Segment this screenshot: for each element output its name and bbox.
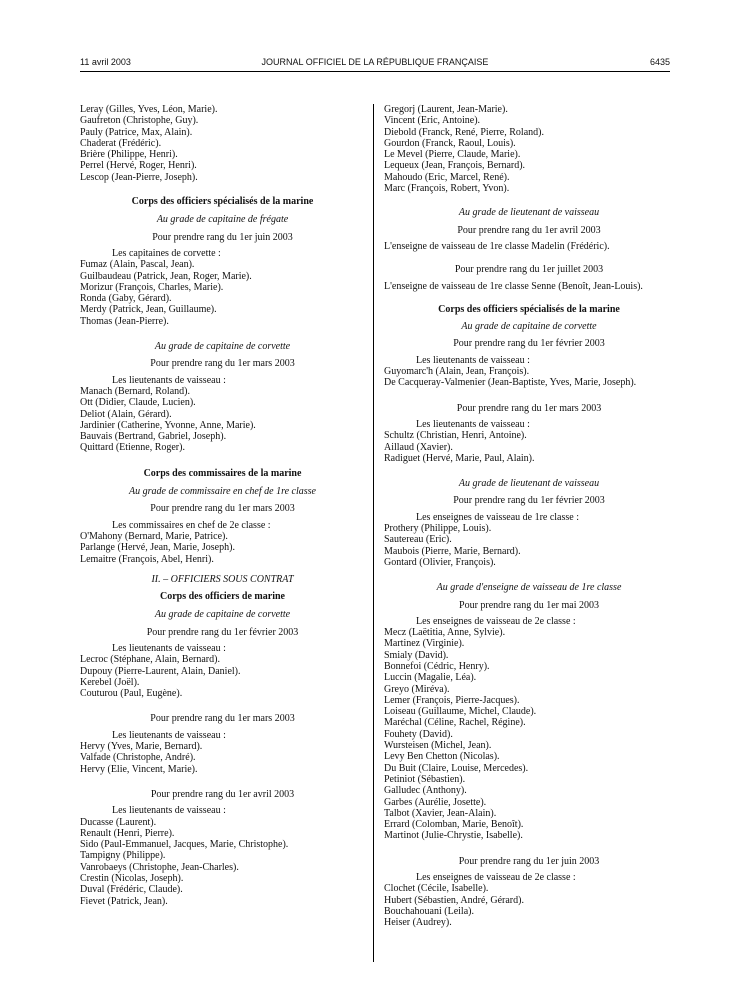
- name-entry: Fievet (Patrick, Jean).: [80, 895, 168, 907]
- name-entry: Schultz (Christian, Henri, Antoine).: [384, 430, 527, 442]
- list-intro: Les lieutenants de vaisseau :: [112, 729, 226, 741]
- name-entry: Maubois (Pierre, Marie, Bernard).: [384, 545, 521, 557]
- name-entry: Radiguet (Hervé, Marie, Paul, Alain).: [384, 452, 535, 464]
- grade-heading: Au grade de capitaine de corvette: [154, 341, 291, 353]
- rank-date: Pour prendre rang du 1er mars 2003: [456, 402, 602, 414]
- name-list: [80, 104, 365, 183]
- name-entry: Manach (Bernard, Roland).: [80, 385, 190, 397]
- name-entry: Greyo (Miréva).: [384, 683, 450, 695]
- name-list: [384, 430, 674, 464]
- name-entry: Merdy (Patrick, Jean, Guillaume).: [80, 304, 217, 316]
- name-entry: Lequeux (Jean, François, Bernard).: [384, 160, 526, 172]
- name-entry: Martinot (Julie-Chrystie, Isabelle).: [384, 830, 523, 842]
- name-entry: Pauly (Patrice, Max, Alain).: [80, 126, 193, 138]
- name-entry: Gaufreton (Christophe, Guy).: [80, 115, 199, 127]
- name-entry: De Cacqueray-Valmenier (Jean-Baptiste, Yves, Marie, Joseph).: [384, 377, 637, 389]
- name-entry: Bonnefoi (Cédric, Henry).: [384, 660, 490, 672]
- rank-date: Pour prendre rang du 1er avril 2003: [457, 224, 601, 236]
- rank-date: Pour prendre rang du 1er mai 2003: [459, 599, 599, 611]
- name-list: [384, 523, 674, 568]
- rank-date: Pour prendre rang du 1er février 2003: [453, 338, 605, 350]
- name-entry: Heiser (Audrey).: [384, 917, 452, 929]
- name-entry: Crestin (Nicolas, Joseph).: [80, 873, 184, 885]
- name-entry: Dupouy (Pierre-Laurent, Alain, Daniel).: [80, 665, 241, 677]
- name-entry: Mecz (Laëtitia, Anne, Sylvie).: [384, 627, 506, 639]
- list-intro: Les enseignes de vaisseau de 1re classe :: [416, 511, 579, 523]
- issue-date: 11 avril 2003: [80, 57, 131, 67]
- name-list: [80, 817, 365, 907]
- name-entry: Kerebel (Joël).: [80, 676, 140, 688]
- right-column: [384, 104, 674, 929]
- name-entry: Vanrobaeys (Christophe, Jean-Charles).: [80, 861, 239, 873]
- name-entry: Levy Ben Chetton (Nicolas).: [384, 751, 500, 763]
- name-entry: Aillaud (Xavier).: [384, 441, 453, 453]
- rank-date: Pour prendre rang du 1er avril 2003: [150, 788, 295, 800]
- name-entry: Lemaitre (François, Abel, Henri).: [80, 553, 214, 565]
- name-entry: Diebold (Franck, René, Pierre, Roland).: [384, 126, 544, 138]
- section-heading: Corps des officiers de marine: [160, 591, 285, 603]
- name-entry: Deliot (Alain, Gérard).: [80, 408, 172, 420]
- name-entry: Leray (Gilles, Yves, Léon, Marie).: [80, 104, 218, 115]
- section-heading: Corps des commissaires de la marine: [143, 467, 302, 479]
- name-entry: Hervy (Yves, Marie, Bernard).: [80, 741, 203, 753]
- name-list: [384, 627, 674, 842]
- name-entry: Gourdon (Franck, Raoul, Louis).: [384, 137, 516, 149]
- name-entry: Ott (Didier, Claude, Lucien).: [80, 397, 196, 409]
- list-intro: Les lieutenants de vaisseau :: [112, 805, 226, 817]
- name-list: [80, 654, 365, 699]
- list-intro: Les lieutenants de vaisseau :: [416, 354, 530, 366]
- name-entry: Guyomarc'h (Alain, Jean, François).: [384, 366, 530, 378]
- appointment-line: L'enseigne de vaisseau de 1re classe Madelin (Frédéric).: [384, 240, 610, 252]
- name-entry: Thomas (Jean-Pierre).: [80, 315, 169, 327]
- name-entry: Lescop (Jean-Pierre, Joseph).: [80, 171, 198, 183]
- name-entry: O'Mahony (Bernard, Marie, Patrice).: [80, 530, 228, 542]
- rank-date: Pour prendre rang du 1er février 2003: [453, 495, 605, 507]
- grade-heading: Au grade de commissaire en chef de 1re classe: [129, 486, 316, 498]
- name-entry: Bauvais (Bertrand, Gabriel, Joseph).: [80, 431, 227, 443]
- name-list: [384, 366, 674, 389]
- list-intro: Les lieutenants de vaisseau :: [112, 374, 226, 386]
- rank-date: Pour prendre rang du 1er mars 2003: [150, 713, 295, 725]
- name-list: [384, 104, 674, 194]
- list-intro: Les lieutenants de vaisseau :: [112, 642, 226, 654]
- journal-title: JOURNAL OFFICIEL DE LA RÉPUBLIQUE FRANÇAISE: [261, 57, 489, 67]
- rank-date: Pour prendre rang du 1er juillet 2003: [454, 264, 604, 276]
- page-header: [80, 57, 670, 71]
- name-entry: Morizur (François, Charles, Marie).: [80, 281, 224, 293]
- name-entry: Perrel (Hervé, Roger, Henri).: [80, 160, 197, 172]
- name-entry: Luccin (Magalie, Léa).: [384, 672, 477, 684]
- name-list: [80, 531, 365, 565]
- name-entry: Hubert (Sébastien, André, Gérard).: [384, 894, 524, 906]
- appointment-line: L'enseigne de vaisseau de 1re classe Senne (Benoît, Jean-Louis).: [384, 280, 643, 292]
- name-entry: Ronda (Gaby, Gérard).: [80, 293, 172, 305]
- part-heading: II. – OFFICIERS SOUS CONTRAT: [151, 573, 294, 585]
- name-entry: Chaderat (Frédéric).: [80, 137, 162, 149]
- list-intro: Les lieutenants de vaisseau :: [416, 418, 530, 430]
- name-entry: Le Mevel (Pierre, Claude, Marie).: [384, 149, 521, 161]
- name-entry: Lecroc (Stéphane, Alain, Bernard).: [80, 654, 220, 666]
- name-entry: Gregorj (Laurent, Jean-Marie).: [384, 104, 508, 115]
- name-entry: Marc (François, Robert, Yvon).: [384, 183, 510, 195]
- name-list: [384, 883, 674, 928]
- name-entry: Petiniot (Sébastien).: [384, 773, 466, 785]
- name-entry: Fumaz (Alain, Pascal, Jean).: [80, 259, 195, 271]
- name-entry: Quittard (Etienne, Roger).: [80, 442, 185, 454]
- rank-date: Pour prendre rang du 1er février 2003: [146, 626, 299, 638]
- grade-heading: Au grade de lieutenant de vaisseau: [458, 207, 600, 219]
- header-rule: [80, 71, 670, 72]
- name-entry: Bouchahouani (Leila).: [384, 905, 474, 917]
- grade-heading: Au grade de capitaine de corvette: [461, 321, 597, 333]
- name-entry: Vincent (Eric, Antoine).: [384, 115, 481, 127]
- section-heading: Corps des officiers spécialisés de la marine: [131, 196, 314, 208]
- left-column: [80, 104, 365, 907]
- name-entry: Clochet (Cécile, Isabelle).: [384, 883, 489, 895]
- rank-date: Pour prendre rang du 1er juin 2003: [152, 231, 293, 243]
- section-heading: Corps des officiers spécialisés de la marine: [438, 303, 620, 315]
- name-entry: Sido (Paul-Emmanuel, Jacques, Marie, Christophe).: [80, 839, 289, 851]
- name-entry: Renault (Henri, Pierre).: [80, 827, 175, 839]
- name-list: [80, 386, 365, 454]
- rank-date: Pour prendre rang du 1er mars 2003: [150, 358, 295, 370]
- name-entry: Duval (Frédéric, Claude).: [80, 884, 183, 896]
- name-entry: Jardinier (Catherine, Yvonne, Anne, Marie).: [80, 419, 256, 431]
- name-entry: Tampigny (Philippe).: [80, 850, 166, 862]
- name-entry: Galludec (Anthony).: [384, 785, 467, 797]
- name-entry: Martinez (Virginie).: [384, 638, 465, 650]
- name-entry: Mahoudo (Eric, Marcel, René).: [384, 171, 510, 183]
- name-entry: Maréchal (Céline, Rachel, Régine).: [384, 717, 526, 729]
- name-entry: Ducasse (Laurent).: [80, 816, 157, 828]
- grade-heading: Au grade de capitaine de frégate: [156, 214, 289, 226]
- name-entry: Couturou (Paul, Eugène).: [80, 688, 183, 700]
- name-entry: Errard (Colomban, Marie, Benoît).: [384, 819, 524, 831]
- rank-date: Pour prendre rang du 1er juin 2003: [458, 855, 600, 867]
- grade-heading: Au grade d'enseigne de vaisseau de 1re classe: [436, 582, 622, 594]
- column-divider: [373, 104, 374, 962]
- name-entry: Brière (Philippe, Henri).: [80, 149, 178, 161]
- page-number: 6435: [649, 57, 670, 67]
- name-entry: Lemer (François, Pierre-Jacques).: [384, 694, 520, 706]
- grade-heading: Au grade de capitaine de corvette: [154, 609, 291, 621]
- name-list: [80, 741, 365, 775]
- name-entry: Smialy (David).: [384, 649, 449, 661]
- name-list: [80, 259, 365, 327]
- name-entry: Sautereau (Eric).: [384, 534, 452, 546]
- grade-heading: Au grade de lieutenant de vaisseau: [458, 478, 600, 490]
- name-entry: Talbot (Xavier, Jean-Alain).: [384, 807, 497, 819]
- name-entry: Guilbaudeau (Patrick, Jean, Roger, Marie).: [80, 270, 252, 282]
- name-entry: Prothery (Philippe, Louis).: [384, 523, 492, 535]
- name-entry: Loiseau (Guillaume, Michel, Claude).: [384, 706, 537, 718]
- list-intro: Les enseignes de vaisseau de 2e classe :: [416, 872, 576, 884]
- name-entry: Hervy (Elie, Vincent, Marie).: [80, 763, 198, 775]
- name-entry: Gontard (Olivier, François).: [384, 556, 496, 568]
- rank-date: Pour prendre rang du 1er mars 2003: [150, 503, 295, 515]
- name-entry: Garbes (Aurélie, Josette).: [384, 796, 487, 808]
- name-entry: Parlange (Hervé, Jean, Marie, Joseph).: [80, 542, 235, 554]
- name-entry: Fouhety (David).: [384, 728, 453, 740]
- name-entry: Wursteisen (Michel, Jean).: [384, 740, 492, 752]
- name-entry: Du Buit (Claire, Louise, Mercedes).: [384, 762, 529, 774]
- list-intro: Les capitaines de corvette :: [112, 247, 221, 259]
- list-intro: Les commissaires en chef de 2e classe :: [112, 519, 271, 531]
- list-intro: Les enseignes de vaisseau de 2e classe :: [416, 615, 576, 627]
- name-entry: Valfade (Christophe, André).: [80, 752, 196, 764]
